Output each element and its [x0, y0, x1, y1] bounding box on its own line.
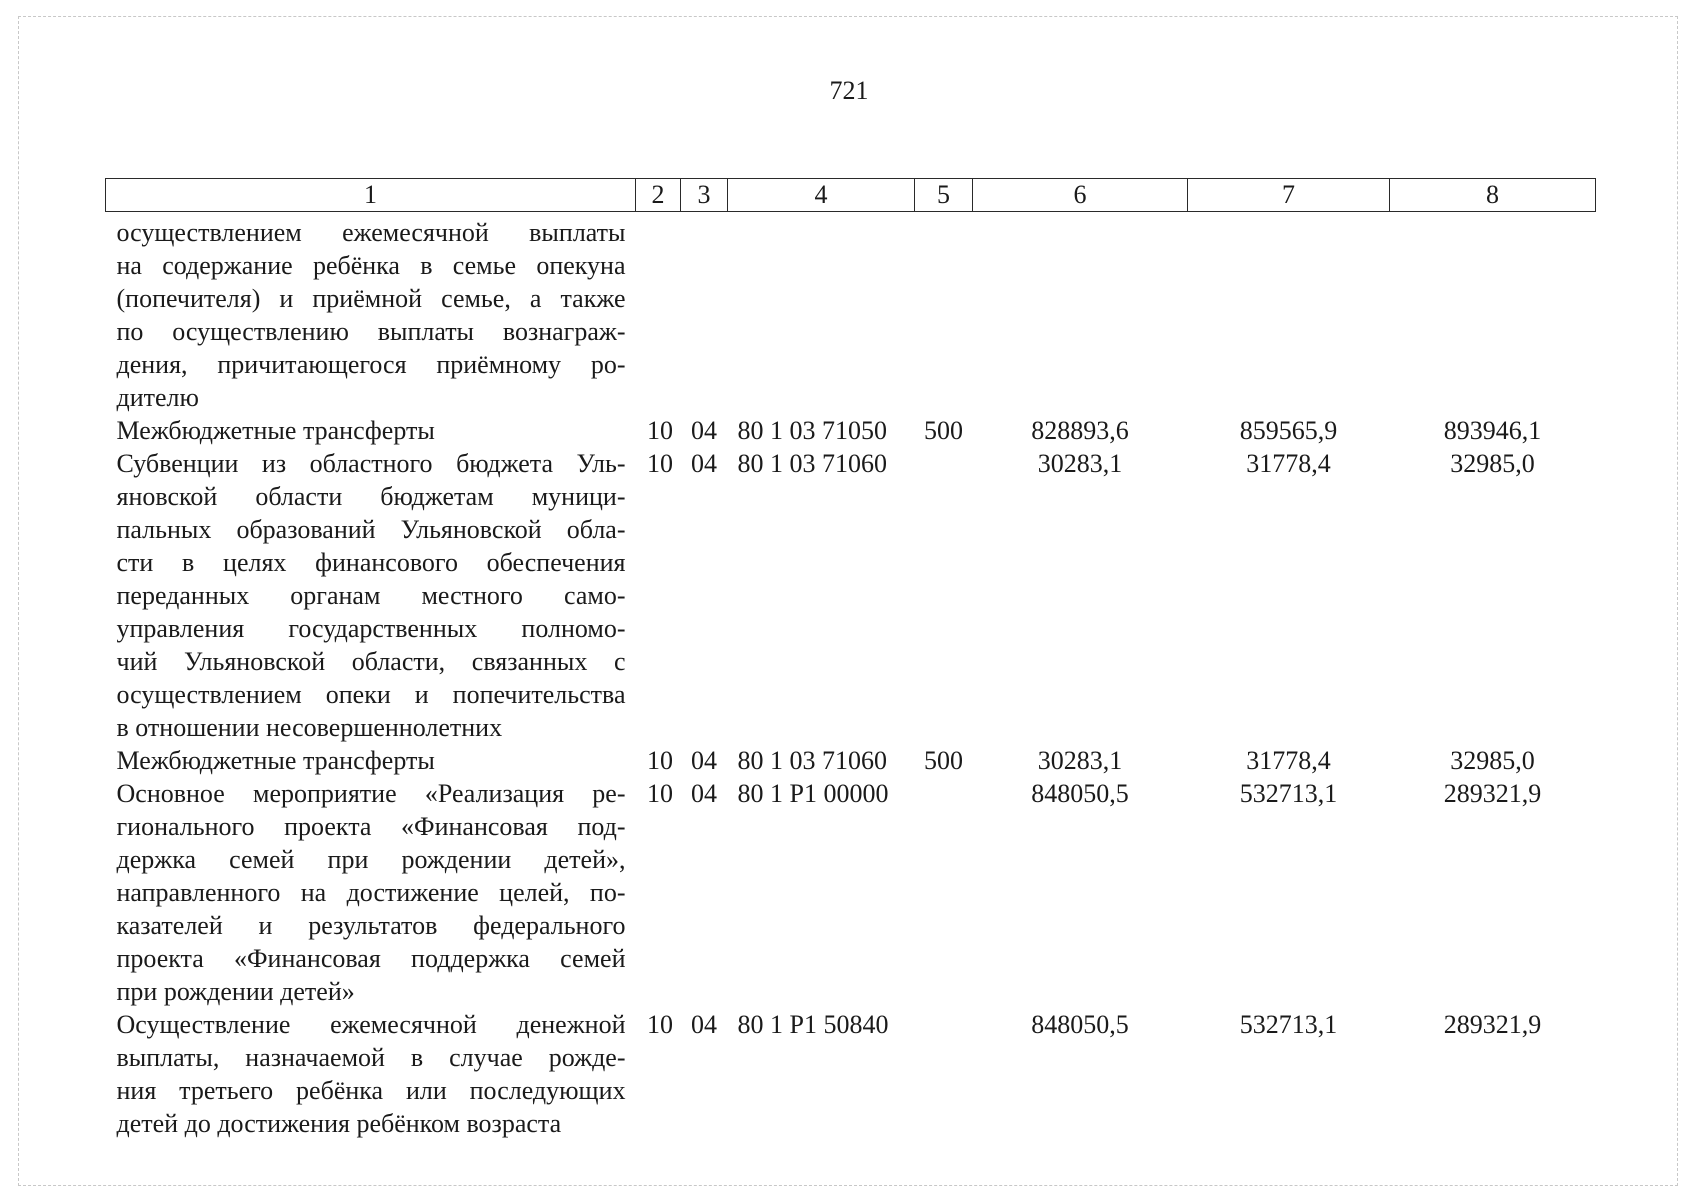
table-body — [106, 212, 1596, 1141]
cell-amount-year-1 — [973, 212, 1188, 415]
cell-subsection — [681, 212, 728, 415]
cell-amount-year-1: 828893,6 — [1031, 416, 1129, 445]
cell-subsection: 04 — [691, 746, 717, 775]
description-line: чий Ульяновской области, связанных с — [116, 647, 626, 676]
description-line: переданных органам местного само- — [116, 581, 626, 610]
cell-subsection: 04 — [691, 779, 717, 808]
cell-amount-year-3: 289321,9 — [1443, 1010, 1542, 1039]
header-col-4: 4 — [728, 179, 915, 212]
cell-amount-year-1: 30283,1 — [1037, 746, 1123, 775]
cell-amount-year-2: 859565,9 — [1239, 416, 1338, 445]
cell-description — [106, 777, 636, 1008]
table-row — [106, 212, 1596, 415]
cell-amount-year-2: 31778,4 — [1246, 449, 1331, 478]
table-row — [106, 744, 1596, 777]
description-line: направленного на достижение целей, по- — [116, 878, 626, 907]
table-row — [106, 1008, 1596, 1140]
cell-target-article: 80 1 03 71050 — [737, 416, 887, 445]
cell-expense-type: 500 — [924, 416, 963, 445]
description-line: гионального проекта «Финансовая под- — [116, 812, 626, 841]
description-line: осуществлением ежемесячной выплаты — [116, 218, 626, 247]
cell-description — [106, 1008, 636, 1140]
cell-amount-year-1: 848050,5 — [1031, 1010, 1129, 1039]
cell-amount-year-3: 32985,0 — [1450, 746, 1535, 775]
description-line: яновской области бюджетам муници- — [116, 482, 626, 511]
cell-description — [106, 744, 636, 777]
header-col-7: 7 — [1188, 179, 1390, 212]
cell-expense-type: 500 — [924, 746, 963, 775]
description-line: дения, причитающегося приёмному ро- — [116, 350, 626, 379]
cell-subsection: 04 — [691, 449, 717, 478]
cell-target-article: 80 1 P1 00000 — [737, 779, 889, 808]
cell-target-article: 80 1 03 71060 — [737, 746, 887, 775]
cell-section: 10 — [647, 779, 673, 808]
header-col-3: 3 — [681, 179, 728, 212]
description-line: Осуществление ежемесячной денежной — [116, 1010, 626, 1039]
description-line: выплаты, назначаемой в случае рожде- — [116, 1043, 626, 1072]
cell-target-article: 80 1 P1 50840 — [737, 1010, 889, 1039]
description-line: по осуществлению выплаты вознаграж- — [116, 317, 626, 346]
description-line: в отношении несовершеннолетних — [116, 713, 503, 742]
description-line: Основное мероприятие «Реализация ре- — [116, 779, 626, 808]
description-line: казателей и результатов федерального — [116, 911, 626, 940]
description-line: сти в целях финансового обеспечения — [116, 548, 626, 577]
description-line: Субвенции из областного бюджета Уль- — [116, 449, 626, 478]
cell-target-article: 80 1 03 71060 — [737, 449, 887, 478]
cell-section: 10 — [647, 746, 673, 775]
cell-section: 10 — [647, 1010, 673, 1039]
cell-description — [106, 212, 636, 415]
header-col-2: 2 — [636, 179, 681, 212]
cell-amount-year-3 — [1390, 212, 1596, 415]
cell-expense-type — [915, 447, 973, 744]
description-line: при рождении детей» — [116, 977, 355, 1006]
description-line: (попечителя) и приёмной семье, а также — [116, 284, 626, 313]
page-number: 721 — [829, 76, 869, 105]
description-line: детей до достижения ребёнком возраста — [116, 1109, 562, 1138]
cell-amount-year-3: 893946,1 — [1443, 416, 1542, 445]
description-line: осуществлением опеки и попечительства — [116, 680, 626, 709]
cell-amount-year-3: 289321,9 — [1443, 779, 1542, 808]
header-col-8: 8 — [1390, 179, 1596, 212]
header-col-1: 1 — [106, 179, 636, 212]
cell-section: 10 — [647, 449, 673, 478]
cell-amount-year-1: 30283,1 — [1037, 449, 1123, 478]
cell-amount-year-2: 532713,1 — [1239, 779, 1338, 808]
cell-section: 10 — [647, 416, 673, 445]
table-row — [106, 777, 1596, 1008]
description-line: Межбюджетные трансферты — [116, 416, 435, 445]
cell-description — [106, 414, 636, 447]
description-line: проекта «Финансовая поддержка семей — [116, 944, 626, 973]
description-line: Межбюджетные трансферты — [116, 746, 435, 775]
cell-expense-type — [915, 777, 973, 1008]
table-row — [106, 414, 1596, 447]
description-line: управления государственных полномо- — [116, 614, 626, 643]
cell-amount-year-2: 31778,4 — [1246, 746, 1331, 775]
description-line: на содержание ребёнка в семье опекуна — [116, 251, 626, 280]
budget-table — [105, 178, 1596, 1140]
description-line: держка семей при рождении детей», — [116, 845, 626, 874]
cell-amount-year-2 — [1188, 212, 1390, 415]
cell-amount-year-1: 848050,5 — [1031, 779, 1129, 808]
description-line: ния третьего ребёнка или последующих — [116, 1076, 626, 1105]
table-header-row — [106, 179, 1596, 212]
cell-target-article — [728, 212, 915, 415]
cell-amount-year-3: 32985,0 — [1450, 449, 1535, 478]
description-line: пальных образований Ульяновской обла- — [116, 515, 626, 544]
table-row — [106, 447, 1596, 744]
description-line: дителю — [116, 383, 199, 412]
cell-expense-type — [915, 1008, 973, 1140]
cell-section — [636, 212, 681, 415]
cell-subsection: 04 — [691, 1010, 717, 1039]
cell-expense-type — [915, 212, 973, 415]
header-col-5: 5 — [915, 179, 973, 212]
cell-description — [106, 447, 636, 744]
cell-subsection: 04 — [691, 416, 717, 445]
cell-amount-year-2: 532713,1 — [1239, 1010, 1338, 1039]
header-col-6: 6 — [973, 179, 1188, 212]
